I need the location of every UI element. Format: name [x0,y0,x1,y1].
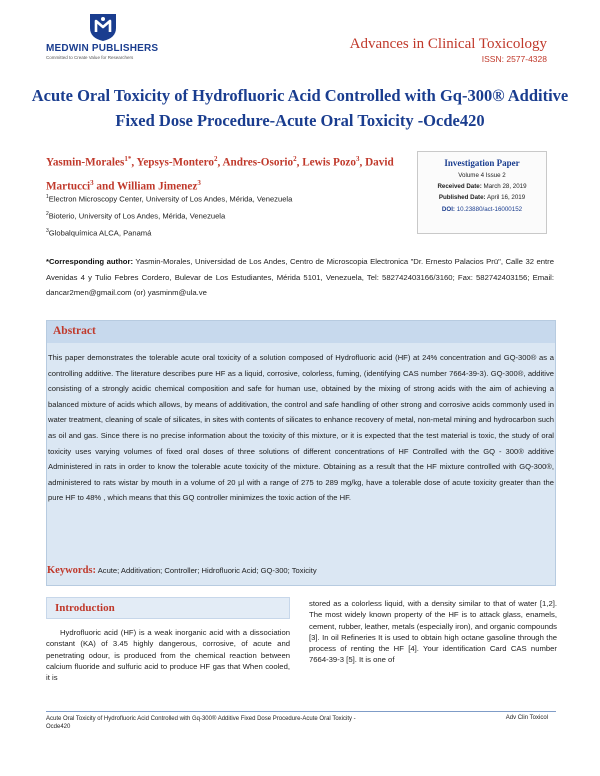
author-separator: , [359,156,366,169]
received-value: March 28, 2019 [483,183,527,190]
author-affiliation-sup: 1* [124,155,132,163]
author-separator: , [296,156,303,169]
article-info-box [417,151,547,234]
footer-running-title: Acute Oral Toxicity of Hydrofluoric Acid Controlled with Gq-300® Additive Fixed Dose Procedure-Acute Oral Toxicity -Ocde420 [46,716,356,730]
introduction-heading: Introduction [55,602,115,614]
author-separator: , [217,156,223,169]
received-label: Received Date: [437,183,482,190]
author-name[interactable]: Yasmin-Morales [46,156,125,169]
published-value: April 16, 2019 [486,194,526,201]
publisher-tagline: Committed to Create Value for Researchers [46,55,134,60]
author-affiliation-sup: 2 [293,155,297,163]
affiliation-2 [46,211,225,221]
affiliation-3 [46,228,151,238]
article-type: Investigation Paper [444,158,520,168]
received-date [418,183,546,190]
abstract-heading: Abstract [53,325,96,337]
author-affiliation-sup: 2 [213,155,218,163]
affiliation-1-text: Electron Microscopy Center, University of Los Andes, Mérida, Venezuela [48,194,293,204]
footer-divider [46,711,556,712]
author-separator: , [131,156,137,169]
author-affiliation-sup: 3 [197,178,201,187]
journal-name[interactable]: Advances in Clinical Toxicology [349,36,547,52]
author-affiliation-sup: 3 [355,155,360,163]
corresponding-label: *Corresponding author: [46,257,134,266]
introduction-header-bar [46,597,290,619]
author-name[interactable]: William Jimenez [117,180,198,193]
introduction-left-column: Hydrofluoric acid (HF) is a weak inorganic acid with a dissociation constant (KA) of 3.45 highly dangerous, corrosive, of acute and penetrating odour, is produced from the chemical reaction between calcium fluoride and sulfuric acid to produce HF gas that When cooled, it is [46,628,290,683]
published-date [418,194,546,201]
author-separator: and [93,180,118,193]
volume-issue: Volume 4 Issue 2 [458,172,506,179]
keywords-text: Acute; Additivation; Controller; Hidrofluoric Acid; GQ-300; Toxicity [97,566,317,575]
published-label: Published Date: [438,194,486,201]
affiliation-2-sup: 2 [46,211,49,217]
paper-title: Acute Oral Toxicity of Hydrofluoric Acid Controlled with Gq-300® Additive Fixed Dose Procedure-Acute Oral Toxicity -Ocde420 [31,86,569,130]
doi-link[interactable] [418,206,546,213]
author-name[interactable]: Lewis Pozo [302,156,356,169]
abstract-text: This paper demonstrates the tolerable acute oral toxicity of a solution composed of Hydrofluoric acid (HF) at 24% concentration and GQ-300® as a controlling additive. The literature describes pure HF as a liquid, corrosive, colorless, fuming, (identifying CAS number 7664-39-3). GQ-300®, additive consisting of a strongly acidic chemical composition and safe for human use, obtained by the mixing of strong acids with the aim of achieving a balanced mixture of acids which allows, by means of additivation, the control and safe handling of other strong and corrosive acids commonly used in water treatment, cleaning of scale of silicates, in sites with contents of silicates to enhance recovery of metal, non-metal mining and hydrocarbon such as oil and gas. Since there is no precise information about the toxicity of this mixture, or it is expected that the test material is toxic, the study of oral toxicity uses varying volumes of fixed oral doses of three solutions of different concentrations of HF Controlled with the GQ - 300® additive Administered in rats in order to know the tolerable acute toxicity of the mixture. Obtaining as a result that the HF mixture controlled with GQ-300®, administered to rats wistar by mouth in a volume of 20 µl with a range of 275 to 289 mg/kg, have a tolerable dose of acute toxicity greater than the pure HF to 48% , which means that this GQ controller minimizes the toxic action of the HF. [48,353,554,503]
abstract-box [46,320,556,586]
affiliation-1-sup: 1 [46,194,49,200]
footer-journal-abbrev: Adv Clin Toxicol [505,715,548,721]
publisher-name: MEDWIN PUBLISHERS [46,43,159,54]
doi-label: DOI: [441,206,455,213]
introduction-right-column: stored as a colorless liquid, with a density similar to that of water [1,2]. The most widely known property of the HF is to attack glass, enamels, cement, rubber, leather, metals (especially iron), and organic compounds [3]. In oil Refineries It is used to obtain high octane gasoline through the process of renting the HF [4]. Your identification Card CAS number 7664-39-3 [5]. It is one of [309,599,557,665]
author-name[interactable]: Andres-Osorio [222,156,294,169]
keywords-label: Keywords: [47,565,96,576]
affiliation-3-text: Globalquímica ALCA, Panamá [48,228,152,238]
affiliation-1 [46,194,292,204]
journal-issn: ISSN: 2577-4328 [481,54,547,64]
publisher-logo-icon [86,12,120,42]
corresponding-author [46,254,554,301]
author-name[interactable]: David Martucci [46,156,394,193]
corresponding-text: Yasmin-Morales, Universidad de Los Andes, Centro de Microscopia Electronica "Dr. Ernesto Palacios Prü", Calle 32 entre Avenidas 4 y Tulio Febres Cordero, Bulevar de Los Estudiantes, Mérida 5101, Venezuela, Tel: 582742403166/3160; Fax: 582742403156; Email: dancar2men@gmail.com (or) yasminm@ula.ve [46,257,555,297]
author-list [46,149,406,196]
author-affiliation-sup: 3 [90,178,94,187]
abstract-header-bar [47,321,555,343]
keywords-line [47,565,555,576]
doi-value[interactable]: 10.23880/act-16000152 [456,206,523,213]
affiliation-2-text: Bioterio, University of Los Andes, Mérida, Venezuela [48,211,226,221]
affiliation-3-sup: 3 [46,228,49,234]
author-name[interactable]: Yepsys-Montero [136,156,214,169]
